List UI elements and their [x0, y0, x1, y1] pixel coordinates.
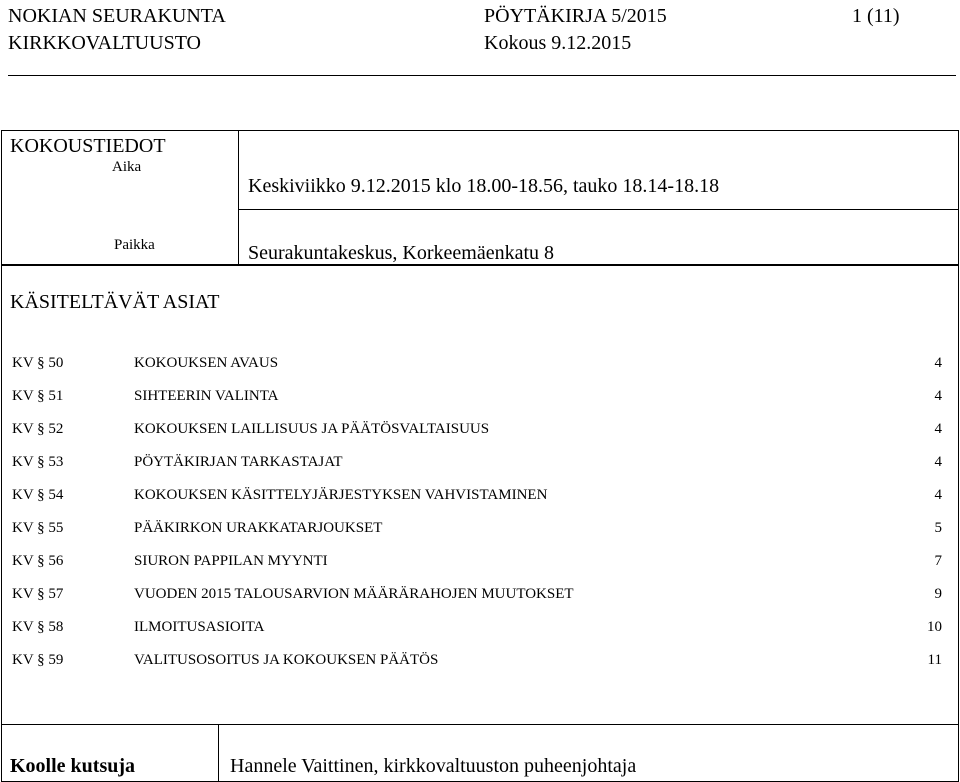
agenda-item-code: KV § 54	[12, 487, 64, 503]
agenda-item-page: 4	[934, 454, 942, 470]
agenda-item-code: KV § 58	[12, 619, 64, 635]
agenda-item	[2, 452, 960, 476]
place-value: Seurakuntakeskus, Korkeemäenkatu 8	[248, 242, 555, 264]
agenda-item-page: 9	[934, 586, 942, 602]
agenda-item	[2, 617, 960, 641]
document-title: PÖYTÄKIRJA 5/2015	[484, 5, 667, 27]
agenda-item-title: KOKOUKSEN LAILLISUUS JA PÄÄTÖSVALTAISUUS	[134, 421, 490, 437]
agenda-item-code: KV § 50	[12, 355, 64, 371]
time-value: Keskiviikko 9.12.2015 klo 18.00-18.56, tauko 18.14-18.18	[248, 175, 720, 197]
agenda-item-title: PÄÄKIRKON URAKKATARJOUKSET	[134, 520, 383, 536]
body-name: KIRKKOVALTUUSTO	[8, 32, 201, 54]
time-label: Aika	[112, 159, 142, 175]
agenda-item-title: VALITUSOSOITUS JA KOKOUKSEN PÄÄTÖS	[134, 652, 439, 668]
agenda-item-page: 10	[927, 619, 942, 635]
agenda-item-title: ILMOITUSASIOITA	[134, 619, 265, 635]
agenda-item-page: 11	[927, 652, 942, 668]
meeting-info-row-divider	[238, 209, 958, 210]
agenda-item-code: KV § 52	[12, 421, 64, 437]
agenda-item	[2, 650, 960, 674]
agenda-item-title: VUODEN 2015 TALOUSARVION MÄÄRÄRAHOJEN MUUTOKSET	[134, 586, 574, 602]
agenda-item-page: 4	[934, 487, 942, 503]
agenda-item	[2, 485, 960, 509]
agenda-item-title: PÖYTÄKIRJAN TARKASTAJAT	[134, 454, 343, 470]
agenda-item-page: 7	[934, 553, 942, 569]
agenda-item-title: SIHTEERIN VALINTA	[134, 388, 279, 404]
agenda-item-code: KV § 57	[12, 586, 64, 602]
meeting-date: Kokous 9.12.2015	[484, 32, 632, 54]
agenda-item-code: KV § 55	[12, 520, 64, 536]
place-label: Paikka	[114, 237, 155, 253]
agenda-item-page: 4	[934, 355, 942, 371]
agenda-item-page: 4	[934, 388, 942, 404]
agenda-item-title: SIURON PAPPILAN MYYNTI	[134, 553, 328, 569]
agenda-item	[2, 386, 960, 410]
agenda-box	[1, 264, 959, 782]
page-number: 1 (11)	[852, 5, 900, 27]
agenda-item-code: KV § 51	[12, 388, 64, 404]
agenda-item-page: 5	[934, 520, 942, 536]
agenda-heading: KÄSITELTÄVÄT ASIAT	[10, 291, 220, 313]
meeting-info-divider	[238, 131, 239, 265]
agenda-item-page: 4	[934, 421, 942, 437]
meeting-info-heading: KOKOUSTIEDOT	[10, 135, 166, 157]
agenda-item	[2, 518, 960, 542]
agenda-item	[2, 584, 960, 608]
agenda-item-code: KV § 53	[12, 454, 64, 470]
agenda-item-code: KV § 59	[12, 652, 64, 668]
convener-value: Hannele Vaittinen, kirkkovaltuuston puheenjohtaja	[230, 755, 637, 777]
convener-label: Koolle kutsuja	[10, 755, 136, 777]
agenda-item-title: KOKOUKSEN AVAUS	[134, 355, 279, 371]
convener-column-divider	[218, 724, 219, 782]
agenda-item	[2, 419, 960, 443]
agenda-item	[2, 353, 960, 377]
agenda-item-code: KV § 56	[12, 553, 64, 569]
org-name: NOKIAN SEURAKUNTA	[8, 5, 226, 27]
agenda-item	[2, 551, 960, 575]
convener-divider	[2, 724, 958, 725]
meeting-info-box	[1, 130, 959, 266]
agenda-item-title: KOKOUKSEN KÄSITTELYJÄRJESTYKSEN VAHVISTAMINEN	[134, 487, 548, 503]
header-rule	[8, 75, 956, 76]
